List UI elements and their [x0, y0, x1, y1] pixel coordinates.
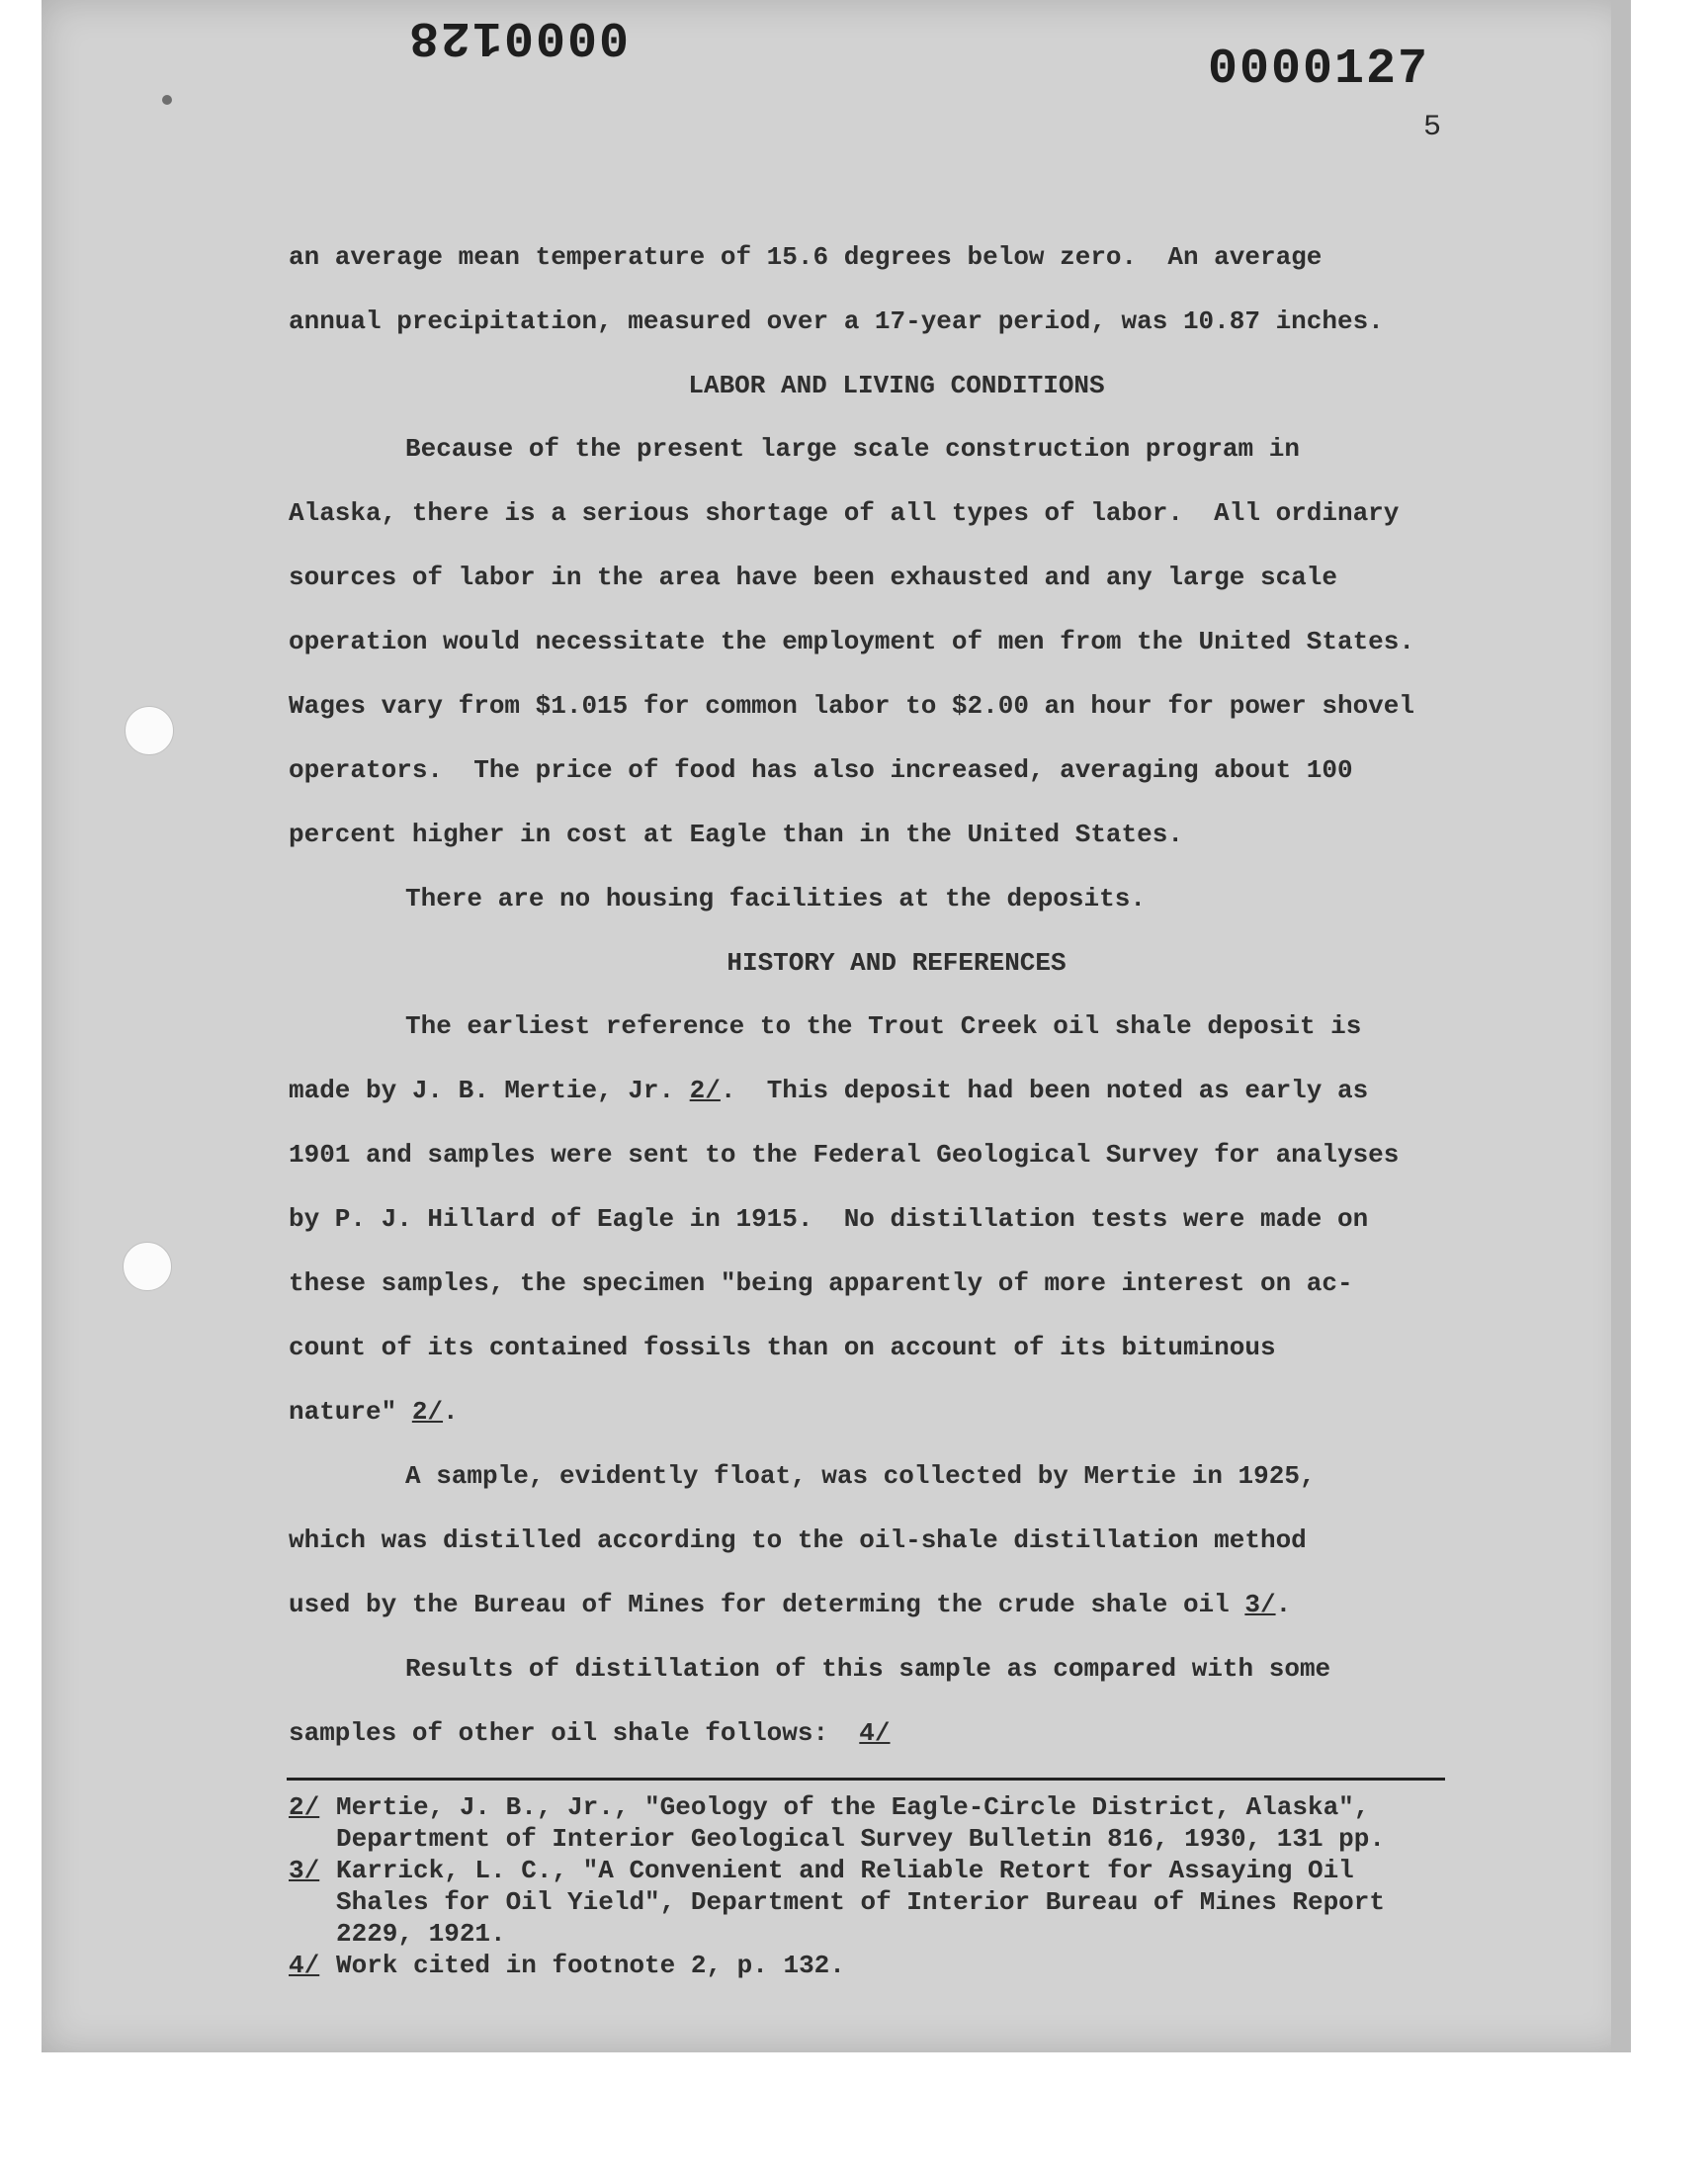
footnotes [289, 1791, 1504, 1981]
page-number: 5 [1423, 111, 1442, 144]
text-line [289, 1002, 1504, 1067]
text-line [289, 1645, 1504, 1709]
footnote-reference: 3/ [1244, 1590, 1276, 1619]
text-line [289, 682, 1504, 746]
line-text-after-reference: . [443, 1397, 459, 1427]
text-line [289, 1709, 1504, 1774]
line-text: samples of other oil shale follows: [289, 1718, 860, 1748]
line-text: The earliest reference to the Trout Creek oil shale deposit is [405, 1011, 1362, 1041]
footnote [289, 1950, 1504, 1981]
text-line [289, 1452, 1504, 1517]
text-line [289, 1131, 1504, 1195]
text-line [289, 233, 1504, 298]
text-line [289, 1195, 1504, 1260]
footnote-reference: 4/ [859, 1718, 891, 1748]
punch-hole-upper [125, 706, 174, 755]
text-line [289, 1067, 1504, 1131]
line-text: annual precipitation, measured over a 17-year period, was 10.87 inches. [289, 306, 1384, 336]
footnote-text [336, 1855, 1504, 1950]
document-number-stamp: 0000127 [1208, 42, 1430, 98]
footnote-mark: 2/ [289, 1792, 320, 1822]
text-line [289, 1388, 1504, 1452]
footnote-divider [287, 1778, 1445, 1781]
line-text: these samples, the specimen "being apparently of more interest on ac- [289, 1268, 1353, 1298]
line-text: HISTORY AND REFERENCES [726, 948, 1067, 978]
footnote-reference: 2/ [689, 1076, 721, 1105]
footnote [289, 1855, 1504, 1950]
line-text: LABOR AND LIVING CONDITIONS [688, 371, 1105, 400]
line-text: Results of distillation of this sample as compared with some [405, 1654, 1331, 1684]
footnote [289, 1791, 1504, 1855]
ink-speck [162, 95, 172, 105]
line-text: used by the Bureau of Mines for determing the crude shale oil [289, 1590, 1245, 1619]
line-text: Wages vary from $1.015 for common labor to $2.00 an hour for power shovel [289, 691, 1414, 721]
text-line [289, 489, 1504, 554]
line-text: operators. The price of food has also increased, averaging about 100 [289, 755, 1353, 785]
footnote-line: Work cited in footnote 2, p. 132. [336, 1951, 845, 1980]
text-line [289, 1581, 1504, 1645]
line-text: which was distilled according to the oil-shale distillation method [289, 1525, 1307, 1555]
footnote-text [336, 1950, 1504, 1981]
line-text-after-reference: . This deposit had been noted as early as [720, 1076, 1369, 1105]
footnote-line: 2229, 1921. [336, 1919, 506, 1949]
line-text: Alaska, there is a serious shortage of all types of labor. All ordinary [289, 498, 1400, 528]
footnote-reference: 2/ [411, 1397, 444, 1427]
footnote-mark: 3/ [289, 1856, 320, 1885]
text-line [289, 618, 1504, 682]
text-line [289, 1260, 1504, 1324]
text-line [289, 875, 1504, 939]
footnote-line: Mertie, J. B., Jr., "Geology of the Eagle-Circle District, Alaska", [336, 1792, 1370, 1822]
punch-hole-lower [123, 1242, 172, 1291]
footnote-line: Department of Interior Geological Survey Bulletin 816, 1930, 131 pp. [336, 1824, 1385, 1854]
text-line [289, 298, 1504, 362]
footnote-text [336, 1791, 1504, 1855]
section-heading [289, 362, 1504, 425]
text-line [289, 425, 1504, 489]
line-text: made by J. B. Mertie, Jr. [289, 1076, 690, 1105]
text-line [289, 746, 1504, 811]
line-text: by P. J. Hillard of Eagle in 1915. No distillation tests were made on [289, 1204, 1369, 1234]
scan-edge-shadow [1611, 0, 1631, 2052]
inverted-document-number-stamp: 0000128 [407, 8, 630, 64]
section-heading [289, 939, 1504, 1002]
line-text: sources of labor in the area have been exhausted and any large scale [289, 563, 1337, 592]
line-text-after-reference: . [1275, 1590, 1292, 1619]
body-text [289, 233, 1504, 1774]
text-line [289, 554, 1504, 618]
text-line [289, 1324, 1504, 1388]
line-text: A sample, evidently float, was collected by Mertie in 1925, [405, 1461, 1316, 1491]
line-text: 1901 and samples were sent to the Federal Geological Survey for analyses [289, 1140, 1400, 1170]
line-text: operation would necessitate the employment of men from the United States. [289, 627, 1414, 656]
text-line [289, 811, 1504, 875]
footnote-line: Shales for Oil Yield", Department of Interior Bureau of Mines Report [336, 1887, 1385, 1917]
footnote-line: Karrick, L. C., "A Convenient and Reliable Retort for Assaying Oil [336, 1856, 1354, 1885]
line-text: nature" [289, 1397, 412, 1427]
text-line [289, 1517, 1504, 1581]
line-text: count of its contained fossils than on account of its bituminous [289, 1333, 1276, 1362]
line-text: an average mean temperature of 15.6 degrees below zero. An average [289, 242, 1323, 272]
line-text: Because of the present large scale construction program in [405, 434, 1300, 464]
footnote-mark: 4/ [289, 1951, 320, 1980]
line-text: There are no housing facilities at the deposits. [405, 884, 1146, 914]
line-text: percent higher in cost at Eagle than in the United States. [289, 820, 1183, 849]
